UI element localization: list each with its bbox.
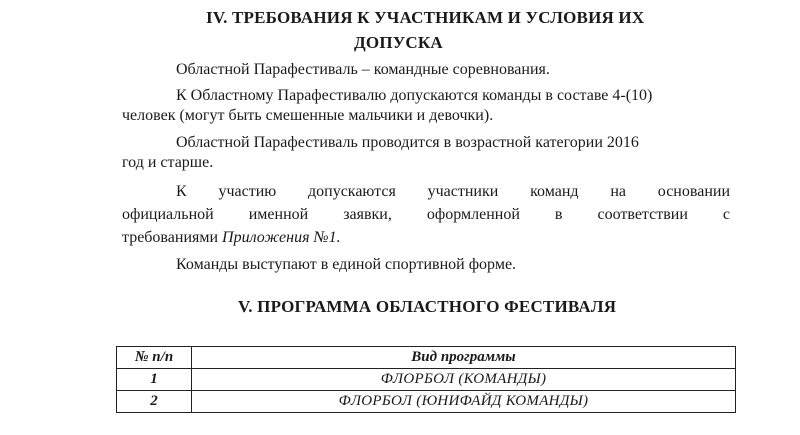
paragraph-4-line-1 [176, 182, 730, 202]
row-1-number: 1 [117, 369, 192, 391]
header-program: Вид программы [192, 347, 736, 369]
paragraph-2-line-2: человек (могут быть смешенные мальчики и девочки). [122, 107, 494, 124]
table-header-row [117, 347, 736, 369]
program-table [116, 346, 736, 413]
table-row [117, 391, 736, 413]
table-row [117, 369, 736, 391]
paragraph-1: Областной Парафестиваль – командные соревнования. [176, 61, 550, 78]
appendix-reference: Приложения №1. [222, 229, 341, 246]
paragraph-4-line-2-text: официальной именной заявки, оформленной в соответствии с [122, 206, 730, 223]
header-number: № п/п [117, 347, 192, 369]
row-1-program: ФЛОРБОЛ (КОМАНДЫ) [192, 369, 736, 391]
section-4-title-line-2: ДОПУСКА [354, 33, 443, 52]
paragraph-4-line-1-text: К участию допускаются участники команд на основании [176, 183, 730, 200]
section-4-title-line-1: IV. ТРЕБОВАНИЯ К УЧАСТНИКАМ И УСЛОВИЯ ИХ [206, 8, 645, 27]
paragraph-5: Команды выступают в единой спортивной форме. [176, 256, 517, 273]
section-5-title: V. ПРОГРАММА ОБЛАСТНОГО ФЕСТИВАЛЯ [238, 297, 617, 316]
paragraph-2-line-1: К Областному Парафестивалю допускаются команды в составе 4-(10) [176, 87, 653, 104]
paragraph-4-line-2 [122, 205, 730, 225]
paragraph-4-line-3-prefix: требованиями [122, 229, 223, 246]
paragraph-4-line-3 [122, 228, 341, 248]
row-2-program: ФЛОРБОЛ (ЮНИФАЙД КОМАНДЫ) [192, 391, 736, 413]
paragraph-3-line-1: Областной Парафестиваль проводится в возрастной категории 2016 [176, 134, 639, 151]
paragraph-3-line-2: год и старше. [122, 154, 214, 171]
row-2-number: 2 [117, 391, 192, 413]
